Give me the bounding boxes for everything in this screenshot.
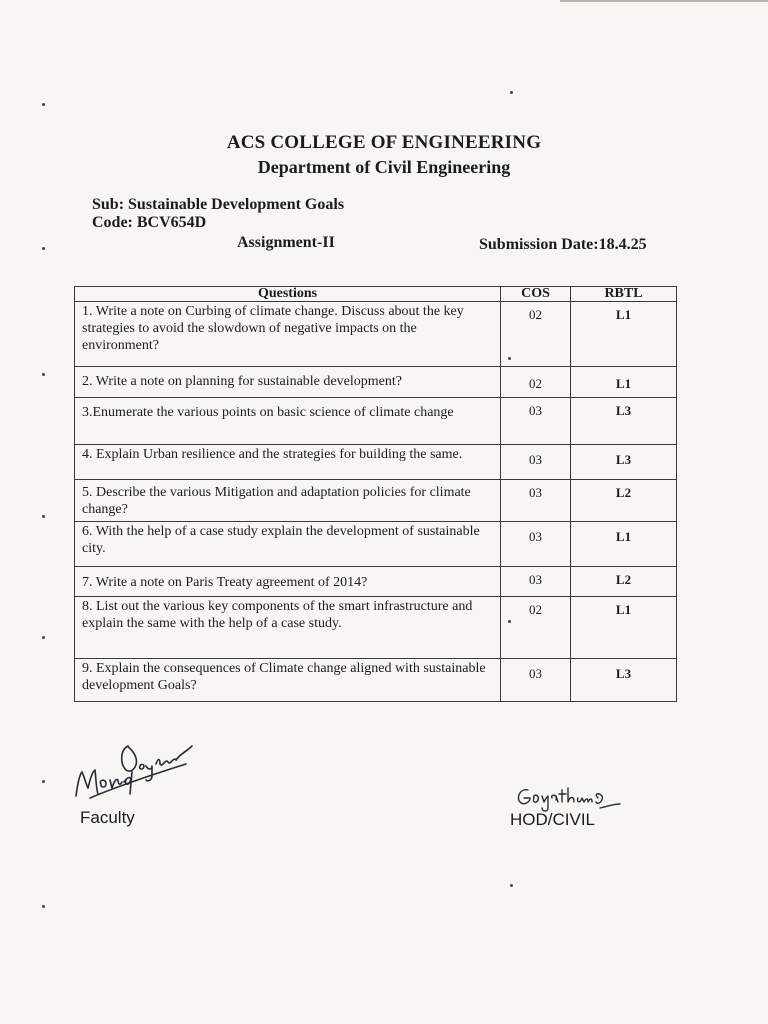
question-text: 8. List out the various key components of the smart infrastructure and explain the same with the help of a case study. bbox=[75, 597, 501, 659]
cos-value: 02 bbox=[501, 597, 571, 659]
faculty-label: Faculty bbox=[80, 808, 135, 827]
table-row bbox=[75, 522, 677, 567]
scan-speck bbox=[42, 905, 45, 908]
scan-speck bbox=[510, 91, 513, 94]
rbtl-value: L1 bbox=[571, 522, 677, 567]
scan-speck bbox=[42, 247, 45, 250]
table-header-row bbox=[75, 287, 677, 302]
scan-speck bbox=[508, 620, 511, 623]
rbtl-value: L3 bbox=[571, 398, 677, 445]
cos-value: 03 bbox=[501, 522, 571, 567]
scan-speck bbox=[42, 373, 45, 376]
table-row bbox=[75, 398, 677, 445]
faculty-signature bbox=[68, 736, 198, 806]
scan-speck bbox=[42, 780, 45, 783]
header-cos: COS bbox=[501, 287, 571, 302]
question-text: 9. Explain the consequences of Climate change aligned with sustainable development Goals? bbox=[75, 659, 501, 702]
table-row bbox=[75, 567, 677, 597]
table-row bbox=[75, 480, 677, 522]
table-row bbox=[75, 597, 677, 659]
submission-date: Submission Date:18.4.25 bbox=[479, 236, 647, 253]
assignment-title: Assignment-II bbox=[237, 234, 335, 251]
rbtl-value: L2 bbox=[571, 567, 677, 597]
cos-value: 02 bbox=[501, 302, 571, 367]
scan-speck bbox=[510, 884, 513, 887]
college-name: ACS COLLEGE OF ENGINEERING bbox=[226, 132, 542, 153]
department-name: Department of Civil Engineering bbox=[257, 157, 511, 177]
scan-speck bbox=[42, 636, 45, 639]
question-text: 7. Write a note on Paris Treaty agreement of 2014? bbox=[75, 567, 501, 597]
question-text: 6. With the help of a case study explain the development of sustainable city. bbox=[75, 522, 501, 567]
cos-value: 03 bbox=[501, 567, 571, 597]
rbtl-value: L3 bbox=[571, 659, 677, 702]
rbtl-value: L1 bbox=[571, 597, 677, 659]
question-text: 3.Enumerate the various points on basic science of climate change bbox=[75, 398, 501, 445]
rbtl-value: L2 bbox=[571, 480, 677, 522]
cos-value: 03 bbox=[501, 445, 571, 480]
hod-label: HOD/CIVIL bbox=[510, 810, 596, 829]
rbtl-value: L1 bbox=[571, 367, 677, 398]
question-text: 5. Describe the various Mitigation and adaptation policies for climate change? bbox=[75, 480, 501, 522]
scan-speck bbox=[42, 103, 45, 106]
questions-table bbox=[74, 286, 677, 702]
rbtl-value: L3 bbox=[571, 445, 677, 480]
question-text: 1. Write a note on Curbing of climate change. Discuss about the key strategies to avoid the slowdown of negative impacts on the environment? bbox=[75, 302, 501, 367]
header-questions: Questions bbox=[75, 287, 501, 302]
cos-value: 03 bbox=[501, 398, 571, 445]
top-edge-rule bbox=[560, 0, 768, 2]
table-row bbox=[75, 367, 677, 398]
scan-speck bbox=[42, 515, 45, 518]
table-row bbox=[75, 445, 677, 480]
cos-value: 03 bbox=[501, 480, 571, 522]
header-rbtl: RBTL bbox=[571, 287, 677, 302]
cos-value: 02 bbox=[501, 367, 571, 398]
question-text: 4. Explain Urban resilience and the strategies for building the same. bbox=[75, 445, 501, 480]
subject-line: Sub: Sustainable Development Goals bbox=[92, 196, 345, 213]
table-row bbox=[75, 302, 677, 367]
question-text: 2. Write a note on planning for sustainable development? bbox=[75, 367, 501, 398]
code-line: Code: BCV654D bbox=[92, 214, 207, 231]
table-row bbox=[75, 659, 677, 702]
scan-speck bbox=[508, 357, 511, 360]
cos-value: 03 bbox=[501, 659, 571, 702]
rbtl-value: L1 bbox=[571, 302, 677, 367]
